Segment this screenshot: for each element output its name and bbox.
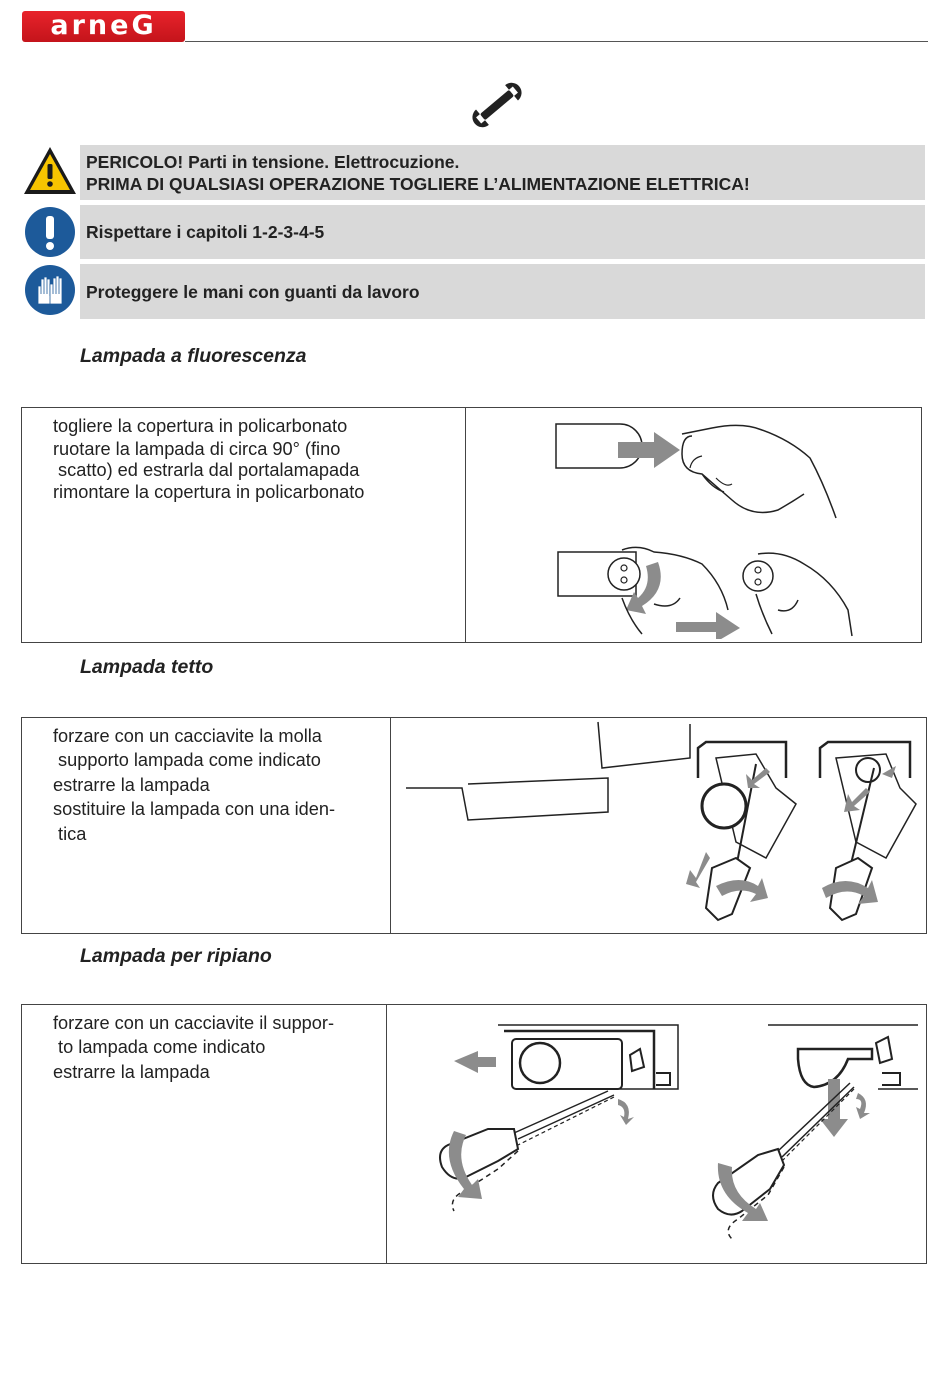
box-divider [386, 1005, 387, 1263]
fluorescent-instructions-box [21, 407, 922, 643]
gloves-warning-row [22, 264, 925, 319]
logo-text: arneG [50, 9, 157, 41]
header-rule [185, 41, 928, 42]
danger-triangle-icon [22, 145, 78, 197]
wrench-icon [470, 80, 524, 130]
chapters-warning-bar [80, 205, 925, 259]
step-line: estrarre la lampada [53, 1061, 210, 1082]
pull-arrow-icon [676, 612, 740, 639]
box-divider [465, 408, 466, 642]
step-line: rimontare la copertura in policarbonato [53, 482, 365, 503]
slide-arrow-icon [454, 1051, 496, 1073]
danger-warning-row [22, 145, 925, 200]
chapters-warning-row [22, 205, 925, 259]
fluorescent-steps [53, 414, 364, 505]
warning-line: Rispettare i capitoli 1-2-3-4-5 [86, 222, 325, 242]
step-line: scatto) ed estrarla dal portalamapada [53, 460, 360, 481]
section-title-fluorescent: Lampada a fluorescenza [80, 345, 307, 367]
step-line: ruotare la lampada di circa 90° (fino [53, 439, 341, 460]
arneg-logo [22, 11, 185, 42]
shelf-lamp-illustration [418, 1019, 918, 1249]
shelf-lamp-steps [53, 1011, 334, 1084]
roof-lamp-steps [53, 724, 335, 846]
warning-line: Proteggere le mani con guanti da lavoro [86, 281, 420, 302]
step-line: tica [53, 823, 87, 844]
step-line: togliere la copertura in policarbonato [53, 416, 348, 436]
box-divider [390, 718, 391, 933]
roof-lamp-instructions-box [21, 717, 927, 934]
gloves-icon [24, 264, 78, 318]
step-line: estrarre la lampada [53, 774, 210, 795]
exclamation-icon [24, 206, 78, 260]
step-line: to lampada come indicato [53, 1037, 266, 1058]
step-line: forzare con un cacciavite la molla [53, 726, 322, 746]
fluorescent-removal-illustration [542, 414, 882, 639]
gloves-warning-bar [80, 264, 925, 319]
step-line: forzare con un cacciavite il suppor- [53, 1013, 335, 1033]
danger-warning-bar [80, 145, 925, 200]
shelf-lamp-instructions-box [21, 1004, 927, 1264]
warning-line: PRIMA DI QUALSIASI OPERAZIONE TOGLIERE L’ALIMENTAZIONE ELETTRICA! [86, 173, 750, 194]
section-title-shelf: Lampada per ripiano [80, 945, 272, 967]
roof-lamp-illustration [406, 718, 924, 933]
section-title-roof: Lampada tetto [80, 656, 214, 678]
step-line: sostituire la lampada con una iden- [53, 799, 336, 820]
warning-line: PERICOLO! Parti in tensione. Elettrocuzione. [86, 151, 460, 172]
step-line: supporto lampada come indicato [53, 750, 321, 771]
